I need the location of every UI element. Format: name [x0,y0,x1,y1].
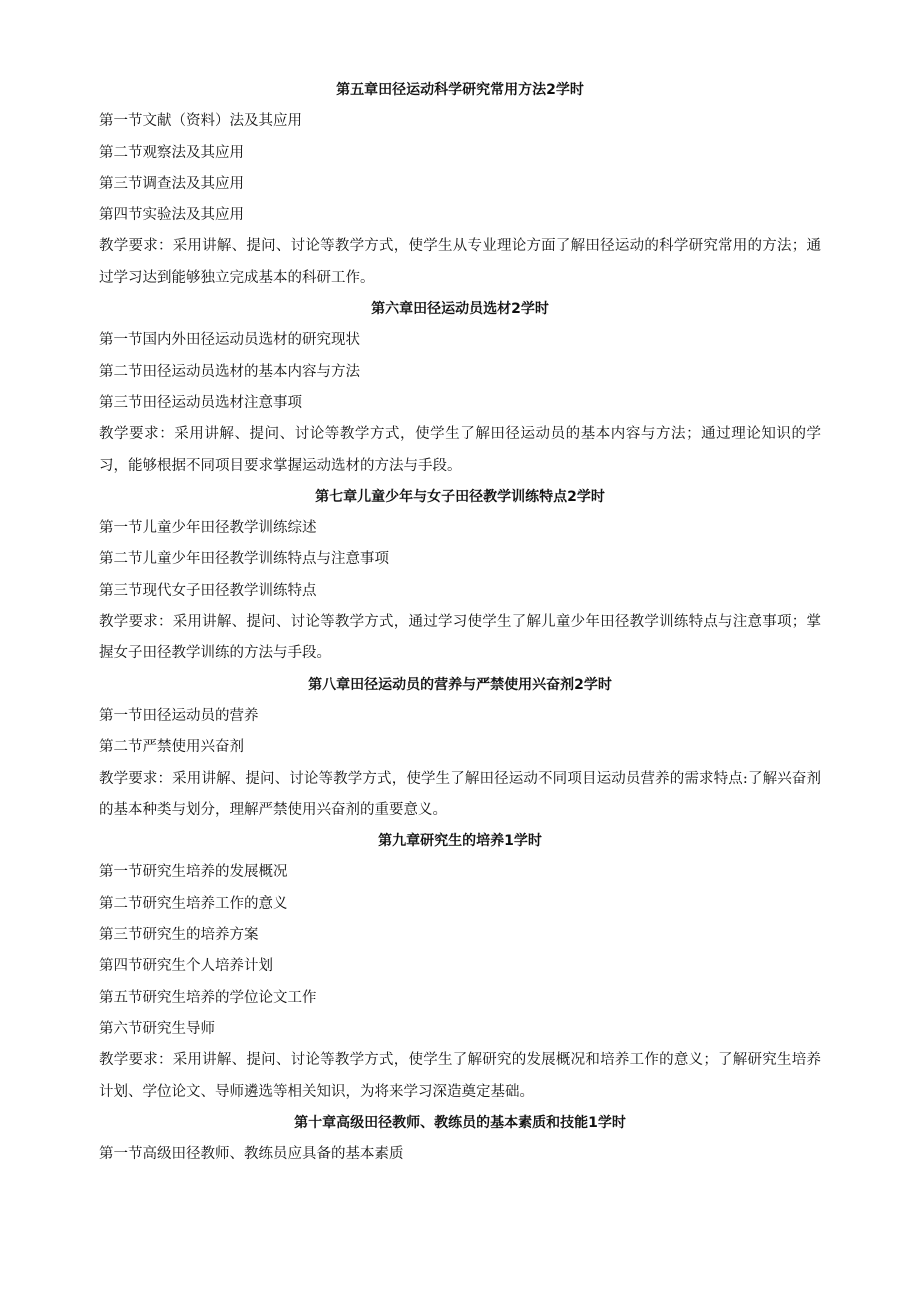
chapter-title: 第八章田径运动员的营养与严禁使用兴奋剂2学时 [308,676,612,693]
teaching-requirement: 教学要求：采用讲解、提问、讨论等教学方式，使学生了解田径运动不同项目运动员营养的需求特点:了解兴奋剂的基本种类与划分，理解严禁使用兴奋剂的重要意义。 [99,770,821,818]
chapter-title: 第六章田径运动员选材2学时 [371,301,549,318]
section-item: 第三节现代女子田径教学训练特点 [99,582,317,599]
section-item: 第二节观察法及其应用 [99,144,244,161]
section-item: 第一节儿童少年田径教学训练综述 [99,520,317,537]
teaching-requirement: 教学要求：采用讲解、提问、讨论等教学方式，通过学习使学生了解儿童少年田径教学训练特点与注意事项；掌握女子田径教学训练的方法与手段。 [99,614,821,662]
chapter-7 [99,482,821,670]
section-item: 第四节实验法及其应用 [99,207,244,224]
section-item: 第三节研究生的培养方案 [99,927,259,944]
chapter-8 [99,670,821,826]
teaching-requirement: 教学要求：采用讲解、提问、讨论等教学方式，使学生从专业理论方面了解田径运动的科学研究常用的方法；通过学习达到能够独立完成基本的科研工作。 [99,238,821,286]
section-item: 第二节严禁使用兴奋剂 [99,739,244,756]
chapter-9 [99,826,821,1108]
section-item: 第二节研究生培养工作的意义 [99,895,288,912]
section-item: 第一节田径运动员的营养 [99,707,259,724]
chapter-10 [99,1108,821,1171]
chapter-title: 第九章研究生的培养1学时 [378,833,542,850]
section-item: 第五节研究生培养的学位论文工作 [99,989,317,1006]
section-item: 第二节田径运动员选材的基本内容与方法 [99,363,360,380]
section-item: 第三节调查法及其应用 [99,175,244,192]
section-item: 第一节文献（资料）法及其应用 [99,113,302,130]
section-item: 第一节研究生培养的发展概况 [99,864,288,881]
chapter-6 [99,294,821,482]
teaching-requirement: 教学要求：采用讲解、提问、讨论等教学方式，使学生了解研究的发展概况和培养工作的意义；了解研究生培养计划、学位论文、导师遴选等相关知识，为将来学习深造奠定基础。 [99,1052,821,1100]
section-item: 第一节国内外田径运动员选材的研究现状 [99,332,360,349]
section-item: 第三节田径运动员选材注意事项 [99,394,302,411]
document-page [99,75,821,1170]
chapter-title: 第十章高级田径教师、教练员的基本素质和技能1学时 [294,1114,626,1131]
chapter-5 [99,75,821,294]
section-item: 第六节研究生导师 [99,1020,215,1037]
section-item: 第一节高级田径教师、教练员应具备的基本素质 [99,1146,404,1163]
chapter-title: 第五章田径运动科学研究常用方法2学时 [336,82,584,98]
section-item: 第四节研究生个人培养计划 [99,958,273,975]
chapter-title: 第七章儿童少年与女子田径教学训练特点2学时 [315,488,605,505]
teaching-requirement: 教学要求：采用讲解、提问、讨论等教学方式，使学生了解田径运动员的基本内容与方法；通过理论知识的学习，能够根据不同项目要求掌握运动选材的方法与手段。 [99,426,821,474]
section-item: 第二节儿童少年田径教学训练特点与注意事项 [99,551,389,568]
